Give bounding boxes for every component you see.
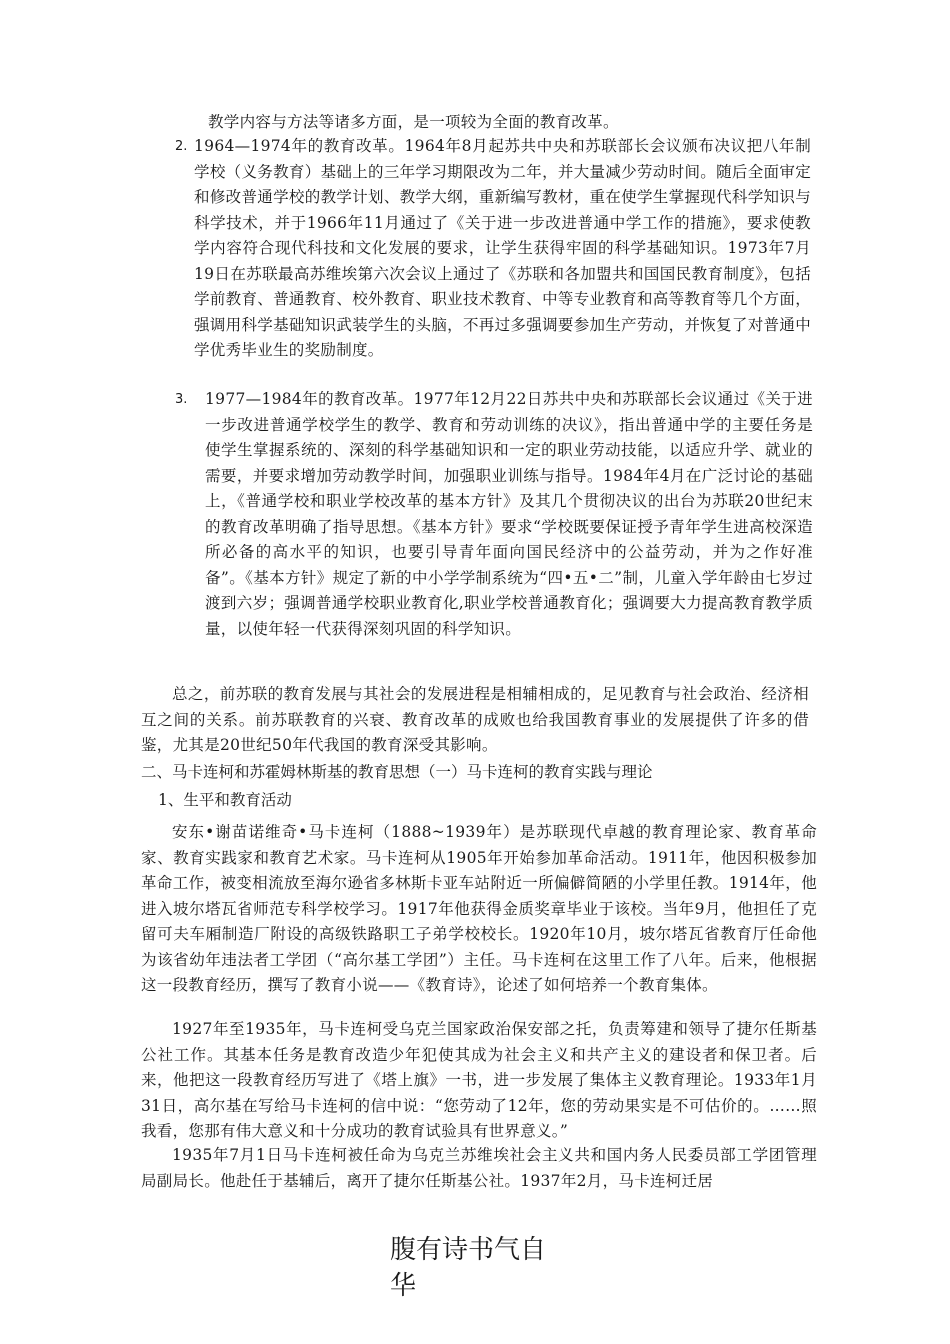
- biography-paragraph-3: 1935年7月1日马卡连柯被任命为乌克兰苏维埃社会主义共和国内务人民委员部工学团管理局副局长。他赴任于基辅后，离开了捷尔任斯基公社。1937年2月，马卡连柯迁居: [141, 1146, 817, 1190]
- summary-paragraph: 总之，前苏联的教育发展与其社会的发展进程是相辅相成的，足见教育与社会政治、经济相互之间的关系。前苏联教育的兴衰、教育改革的成败也给我国教育事业的发展提供了许多的借鉴，尤其是20世纪50年代我国的教育深受其影响。: [141, 685, 809, 754]
- biography-paragraph-2: 1927年至1935年，马卡连柯受乌克兰国家政治保安部之托，负责筹建和领导了捷尔任斯基公社工作。其基本任务是教育改造少年犯使其成为社会主义和共产主义的建设者和保卫者。后来，他把这一段教育经历写进了《塔上旗》一书，进一步发展了集体主义教育理论。1933年1月31日，高尔基在写给马卡连柯的信中说：“您劳动了12年，您的劳动果实是不可估价的。……照我看，您那有伟大意义和十分成功的教育试验具有世界意义。”: [141, 1020, 817, 1140]
- list-item-3: 1977—1984年的教育改革。1977年12月22日苏共中央和苏联部长会议通过《关于进一步改进普通学校学生的教学、教育和劳动训练的决议》，指出普通中学的主要任务是使学生掌握系统的、深刻的科学基础知识和一定的职业劳动技能，以适应升学、就业的需要，并要求增加劳动教学时间，加强职业训练与指导。1984年4月在广泛讨论的基础上，《普通学校和职业学校改革的基本方针》及其几个贯彻决议的出台为苏联20世纪末的教育改革明确了指导思想。《基本方针》要求“学校既要保证授予青年学生进高校深造所必备的高水平的知识，也要引导青年面向国民经济中的公益劳动，并为之作好准备”。《基本方针》规定了新的中小学学制系统为“四•五•二”制，儿童入学年龄由七岁过渡到六岁；强调普通学校职业教育化,职业学校普通教育化；强调要大力提高教育教学质量，以使年轻一代获得深刻巩固的科学知识。: [205, 390, 813, 638]
- subsection-heading: 1、生平和教育活动: [158, 791, 292, 809]
- list-item-2: 1964—1974年的教育改革。1964年8月起苏共中央和苏联部长会议颁布决议把八年制学校（义务教育）基础上的三年学习期限改为二年，并大量减少劳动时间。随后全面审定和修改普通学校的教学计划、教学大纲，重新编写教材，重在使学生掌握现代科学知识与科学技术，并于1966年11月通过了《关于进一步改进普通中学工作的措施》，要求使教学内容符合现代科技和文化发展的要求，让学生获得牢固的科学基础知识。1973年7月19日在苏联最高苏维埃第六次会议上通过了《苏联和各加盟共和国国民教育制度》，包括学前教育、普通教育、校外教育、职业技术教育、中等专业教育和高等教育等几个方面，强调用科学基础知识武装学生的头脑，不再过多强调要参加生产劳动，并恢复了对普通中学优秀毕业生的奖励制度。: [194, 137, 811, 359]
- footer-line-2: 华: [390, 1271, 417, 1301]
- list-number-3: 3.: [175, 392, 188, 407]
- section-heading: 二、马卡连柯和苏霍姆林斯基的教育思想（一）马卡连柯的教育实践与理论: [141, 763, 653, 781]
- biography-paragraph-1: 安东•谢苗诺维奇•马卡连柯（1888~1939年）是苏联现代卓越的教育理论家、教育革命家、教育实践家和教育艺术家。马卡连柯从1905年开始参加革命活动。1911年，他因积极参加革命工作，被变相流放至海尔逊省多林斯卡亚车站附近一所偏僻简陋的小学里任教。1914年，他进入坡尔塔瓦省师范专科学校学习。1917年他获得金质奖章毕业于该校。当年9月，他担任了克留可夫车厢制造厂附设的高级铁路职工子弟学校校长。1920年10月，坡尔塔瓦省教育厅任命他为该省幼年违法者工学团（“高尔基工学团”）主任。马卡连柯在这里工作了八年。后来，他根据这一段教育经历，撰写了教育小说——《教育诗》，论述了如何培养一个教育集体。: [141, 823, 817, 994]
- continuation-paragraph: 教学内容与方法等诸多方面，是一项较为全面的教育改革。: [208, 113, 619, 131]
- list-number-2: 2.: [175, 139, 188, 154]
- footer-motto: [390, 1232, 550, 1304]
- footer-line-1: 腹有诗书气自: [390, 1235, 547, 1265]
